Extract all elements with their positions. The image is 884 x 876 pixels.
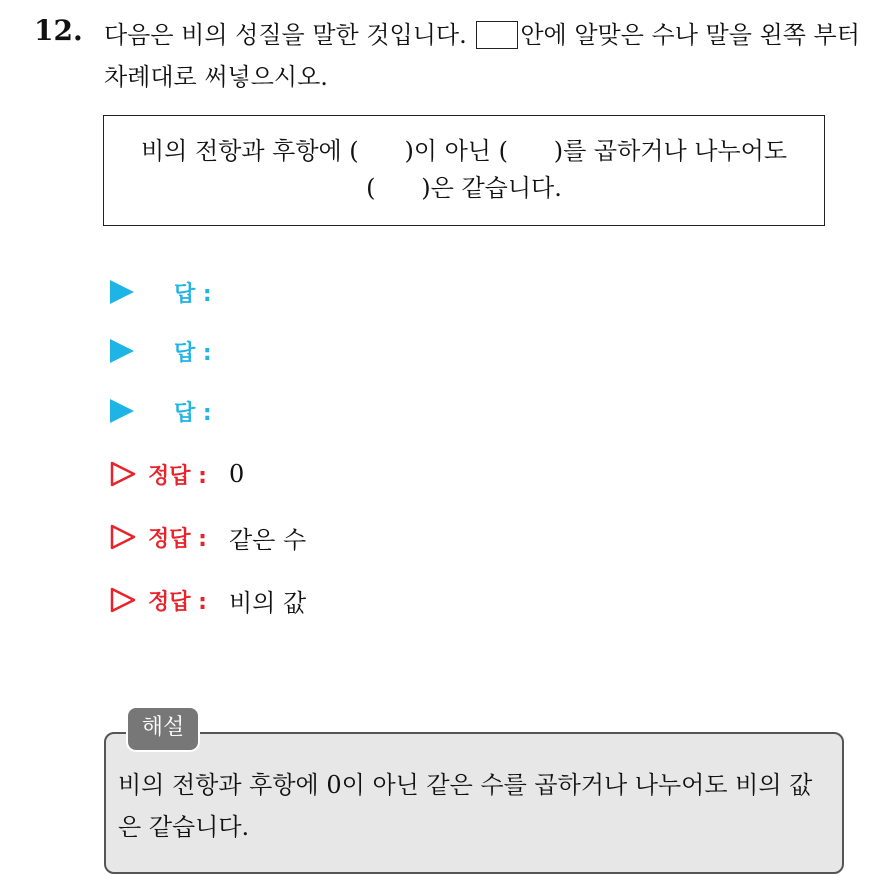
play-icon (110, 339, 134, 363)
correct-answer-label: 정답 : (148, 526, 207, 552)
explanation-text: 비의 전항과 후항에 0이 아닌 같은 수를 곱하거나 나누어도 비의 값은 같습니다. (118, 771, 813, 841)
question-text-before: 다음은 비의 성질을 말한 것입니다. (104, 21, 467, 49)
outline-play-icon (110, 524, 136, 550)
correct-answer-row-1 (110, 456, 244, 492)
question-text (104, 14, 864, 98)
statement-line-1: 비의 전항과 후항에 ( )이 아닌 ( )를 곱하거나 나누어도 (140, 137, 788, 165)
play-icon (110, 399, 134, 423)
correct-answer-row-2 (110, 519, 306, 555)
statement-box (103, 115, 825, 226)
question-number: 12. (34, 14, 83, 47)
outline-play-icon (110, 587, 136, 613)
correct-answer-value: 0 (228, 460, 245, 488)
correct-answer-label: 정답 : (148, 589, 207, 615)
question-text-after: 안에 알맞은 수나 말을 왼쪽 부터 차례대로 써넣으시오. (104, 21, 860, 91)
answer-row-3 (110, 393, 212, 429)
correct-answer-label: 정답 : (148, 463, 207, 489)
answer-row-1 (110, 274, 212, 310)
answer-label: 답 : (174, 281, 212, 307)
answer-row-2 (110, 333, 212, 369)
answer-label: 답 : (174, 400, 212, 426)
explanation-tag: 해설 (128, 708, 198, 750)
answer-label: 답 : (174, 340, 212, 366)
play-icon (110, 280, 134, 304)
correct-answer-row-3 (110, 582, 306, 618)
correct-answer-value: 같은 수 (228, 525, 307, 554)
blank-box (476, 21, 518, 49)
outline-play-icon (110, 461, 136, 487)
statement-line-2: ( )은 같습니다. (366, 174, 562, 202)
correct-answer-value: 비의 값 (228, 588, 307, 617)
